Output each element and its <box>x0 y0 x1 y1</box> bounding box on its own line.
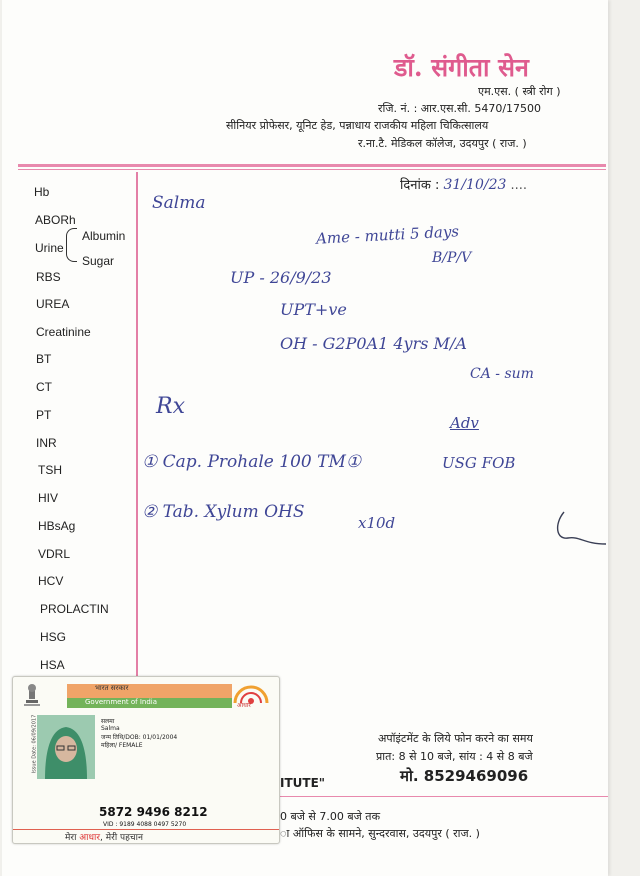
card-slogan: मेरा आधार, मेरी पहचान <box>65 833 143 843</box>
date-field: दिनांक : 31/10/23 .... <box>400 177 528 193</box>
aadhaar-card <box>12 676 280 844</box>
test-hcv: HCV <box>38 574 64 588</box>
header-rule <box>18 164 606 167</box>
test-urine: Urine <box>35 241 64 255</box>
test-pt: PT <box>36 408 52 422</box>
holder-dob: जन्म तिथि/DOB: 01/01/2004 <box>101 734 178 741</box>
qualification: एम.एस. ( स्त्री रोग ) <box>478 85 561 98</box>
card-footer-rule <box>13 829 279 844</box>
advice-label: Adv <box>450 414 479 432</box>
test-sugar: Sugar <box>82 254 115 268</box>
test-aborh: ABORh <box>35 213 76 227</box>
footer-rule <box>274 796 608 797</box>
emblem-icon <box>21 683 43 709</box>
header-rule-thin <box>18 169 606 170</box>
appointment-time: प्रात: 8 से 10 बजे, सांय : 4 से 8 बजे <box>376 750 533 763</box>
test-albumin: Albumin <box>82 229 126 243</box>
aadhaar-logo-text: आधार <box>237 702 251 709</box>
urine-brace <box>66 228 77 262</box>
test-hbsag: HBsAg <box>38 519 76 533</box>
holder-name: Salma <box>101 725 120 732</box>
test-prolactin: PROLACTIN <box>40 602 109 616</box>
designation: सीनियर प्रोफेसर, यूनिट हेड, पन्नाधाय राजकीय महिला चिकित्सालय <box>226 119 489 132</box>
rx-symbol: Rx <box>156 394 185 419</box>
test-hsa: HSA <box>40 658 65 672</box>
aadhaar-number: 5872 9496 8212 <box>99 805 208 819</box>
test-creatinine: Creatinine <box>36 325 91 339</box>
address-fragment: ा ऑफिस के सामने, सुन्दरवास, उदयपुर ( राज. ) <box>280 827 480 840</box>
institute-fragment: ITUTE" <box>280 776 326 790</box>
issue-date: Issue Date: 06/09/2017 <box>31 714 38 774</box>
card-top-band <box>67 684 232 698</box>
patient-name: Salma <box>152 193 206 213</box>
advice-usg: USG FOB <box>442 454 516 472</box>
complaint-line-b: B/P/V <box>432 250 472 266</box>
complaint-line: Ame - mutti 5 days <box>315 222 460 248</box>
medication-2-duration: x10d <box>358 514 396 532</box>
holder-name-hindi: सलमा <box>101 718 115 725</box>
gov-english: Government of India <box>85 698 158 706</box>
date-label: दिनांक : <box>400 178 440 193</box>
gov-hindi: भारत सरकार <box>95 684 129 692</box>
upt-line: UPT+ve <box>280 300 347 319</box>
test-urea: UREA <box>36 297 70 311</box>
test-hsg: HSG <box>40 630 67 644</box>
lmp-line: UP - 26/9/23 <box>230 268 332 287</box>
card-photo <box>37 715 95 779</box>
appointment-title: अपॉइंटमेंट के लिये फोन करने का समय <box>378 732 533 745</box>
test-tsh: TSH <box>38 463 62 477</box>
test-hiv: HIV <box>38 491 59 505</box>
aadhaar-logo-icon <box>229 681 273 711</box>
test-rbs: RBS <box>36 270 61 284</box>
registration-number: रजि. नं. : आर.एस.सी. 5470/17500 <box>378 102 542 115</box>
medication-2: ② Tab. Xylum OHS <box>142 502 305 522</box>
test-vdrl: VDRL <box>38 547 71 561</box>
test-hb: Hb <box>34 185 50 199</box>
doctor-name: डॉ. संगीता सेन <box>394 53 529 82</box>
signature <box>550 504 610 552</box>
medication-1: ① Cap. Prohale 100 TM① <box>142 452 362 472</box>
date-value: 31/10/23 <box>443 177 507 193</box>
test-bt: BT <box>36 352 52 366</box>
holder-gender: महिला/ FEMALE <box>101 742 143 749</box>
aadhaar-vid: VID : 9189 4088 0497 5270 <box>103 821 187 828</box>
timing-fragment: 0 बजे से 7.00 बजे तक <box>280 810 381 823</box>
test-inr: INR <box>36 436 57 450</box>
mobile-number: मो. 8529469096 <box>400 767 529 785</box>
tests-column-divider <box>136 172 138 682</box>
ca-line: CA - sum <box>470 366 534 382</box>
obstetric-history-line: OH - G2P0A1 4yrs M/A <box>280 334 467 353</box>
test-ct: CT <box>36 380 52 394</box>
college-name: र.ना.टै. मेडिकल कॉलेज, उदयपुर ( राज. ) <box>358 137 527 150</box>
